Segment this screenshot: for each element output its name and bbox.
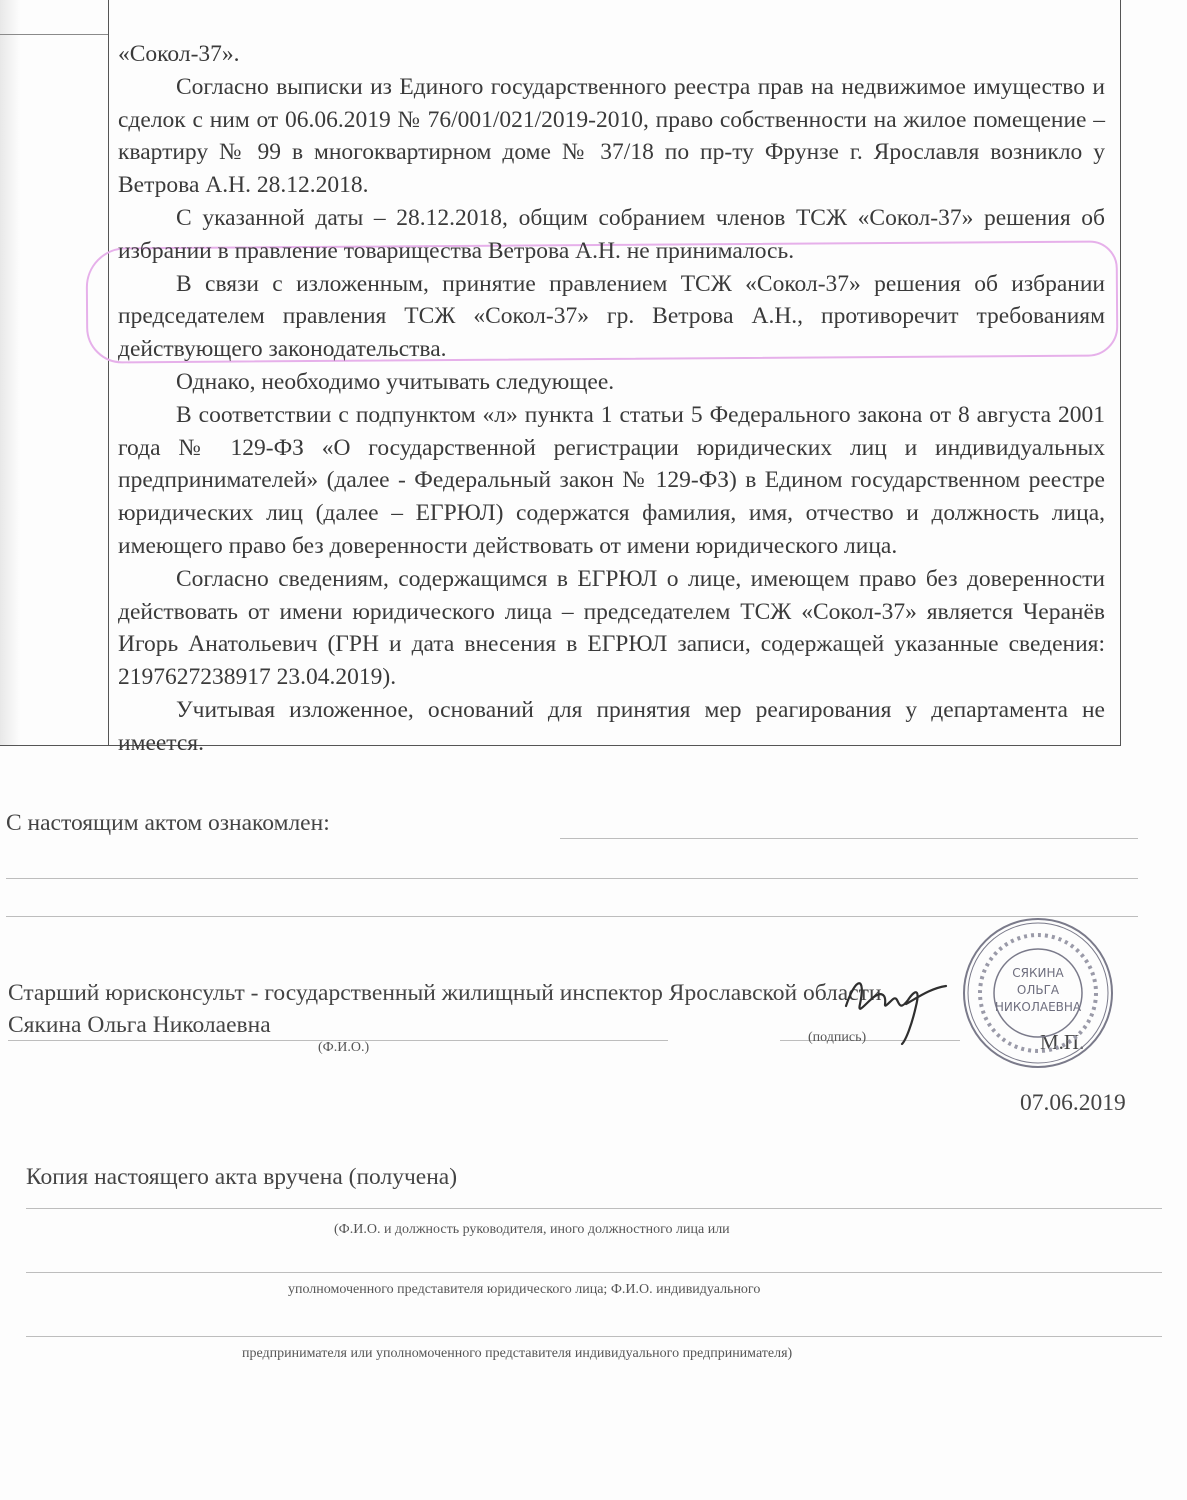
signature-line: [560, 838, 1138, 839]
seal-caption: М.П.: [1040, 1030, 1085, 1054]
signature-line: [6, 878, 1138, 879]
paragraph: «Сокол-37».: [118, 41, 240, 67]
recipient-line: [26, 1208, 1162, 1209]
recipient-line: [26, 1336, 1162, 1337]
frame-left-rule: [108, 0, 109, 745]
document-body: [118, 38, 1105, 760]
inspector-position: Старший юрисконсульт - государственный жилищный инспектор Ярославской области: [8, 980, 882, 1006]
signature-caption: (подпись): [808, 1030, 867, 1045]
inspector-name: Сякина Ольга Николаевна: [8, 1012, 271, 1038]
recipient-caption: уполномоченного представителя юридического лица; Ф.И.О. индивидуального: [288, 1282, 761, 1297]
stamp-line: НИКОЛАЕВНА: [994, 1000, 1082, 1014]
acknowledgement-label: С настоящим актом ознакомлен:: [6, 810, 330, 836]
scan-shadow: [0, 0, 20, 745]
paragraph: В соответствии с подпунктом «л» пункта 1 статьи 5 Федерального закона от 8 августа 2001 года № 129-ФЗ «О государственной регистрации юридических лиц и индивидуальных предпринимателей» (далее - Федеральный закон № 129-ФЗ) в Едином государственном реестре юридических лиц (далее – ЕГРЮЛ) содержатся фамилия, имя, отчество и должность лица, имеющего право без доверенности действовать от имени юридического лица.: [118, 401, 1105, 559]
handwritten-signature: [836, 966, 956, 1046]
copy-label: Копия настоящего акта вручена (получена): [26, 1164, 458, 1190]
stamp-line: СЯКИНА: [1012, 966, 1064, 980]
official-stamp: [960, 915, 1116, 1071]
paragraph: Учитывая изложенное, оснований для принятия мер реагирования у департамента не имеется.: [118, 696, 1105, 756]
fio-caption: (Ф.И.О.): [318, 1040, 370, 1055]
frame-header-line: [0, 34, 108, 35]
paragraph-highlighted: В связи с изложенным, принятие правлением ТСЖ «Сокол-37» решения об избрании председателем правления ТСЖ «Сокол-37» гр. Ветрова А.Н., противоречит требованиям действующего законодательства.: [118, 270, 1105, 363]
paragraph: С указанной даты – 28.12.2018, общим собранием членов ТСЖ «Сокол-37» решения об избрании в правление товарищества Ветрова А.Н. не принималось.: [118, 204, 1105, 264]
paragraph: Согласно выписки из Единого государственного реестра прав на недвижимое имущество и сделок с ним от 06.06.2019 № 76/001/021/2019-2010, право собственности на жилое помещение – квартиру № 99 в многоквартирном доме № 37/18 по пр-ту Фрунзе г. Ярославля возникло у Ветрова А.Н. 28.12.2018.: [118, 73, 1105, 199]
paragraph: Однако, необходимо учитывать следующее.: [176, 368, 615, 395]
recipient-caption: (Ф.И.О. и должность руководителя, иного должностного лица или: [334, 1222, 730, 1237]
paragraph: Согласно сведениям, содержащимся в ЕГРЮЛ о лице, имеющем право без доверенности действовать от имени юридического лица – председателем ТСЖ «Сокол-37» является Черанёв Игорь Анатольевич (ГРН и дата внесения в ЕГРЮЛ записи, содержащей указанные сведения: 2197627238917 23.04.2019).: [118, 565, 1105, 691]
stamp-line: ОЛЬГА: [1016, 983, 1060, 997]
recipient-line: [26, 1272, 1162, 1273]
recipient-caption: предпринимателя или уполномоченного представителя индивидуального предпринимателя): [242, 1346, 793, 1361]
act-date: 07.06.2019: [1020, 1090, 1126, 1116]
